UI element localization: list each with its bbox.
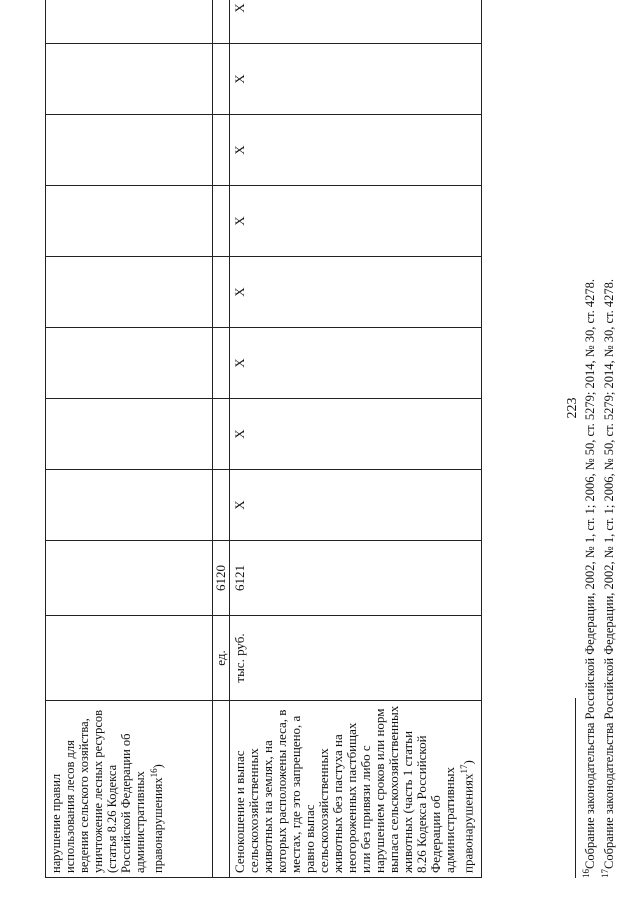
footnote-ref: 16 bbox=[149, 768, 159, 778]
row1-cell bbox=[46, 0, 213, 44]
row1-cell bbox=[46, 257, 213, 328]
table-row bbox=[213, 0, 230, 878]
row1-cell bbox=[46, 44, 213, 115]
row2-description bbox=[213, 701, 230, 878]
row1-unit bbox=[46, 616, 213, 701]
row2-cell bbox=[213, 328, 230, 399]
row1-cell bbox=[46, 328, 213, 399]
footnote-ref: 17 bbox=[459, 764, 469, 774]
row2-cell bbox=[213, 257, 230, 328]
row3-code: 6121 bbox=[230, 541, 482, 616]
row3-value: X bbox=[230, 44, 482, 115]
row3-value: X bbox=[230, 186, 482, 257]
footnotes bbox=[575, 18, 617, 878]
row1-cell bbox=[46, 115, 213, 186]
footnote-divider bbox=[575, 698, 576, 878]
row1-cell bbox=[46, 470, 213, 541]
row1-description: нарушение правил использования лесов для ведения сельского хозяйства, уничтожение лесных ресурсов (статья 8.26 Кодекса Российской Федерации об административных правонарушениях$^{16}$) bbox=[46, 701, 213, 878]
row3-value: X bbox=[230, 257, 482, 328]
row3-unit: тыс. руб. bbox=[230, 616, 482, 701]
page-number: 223 bbox=[565, 397, 580, 419]
row1-cell bbox=[46, 399, 213, 470]
row2-cell bbox=[213, 44, 230, 115]
row1-code bbox=[46, 541, 213, 616]
row3-value: X bbox=[230, 470, 482, 541]
footnote-17: $^{17}$Собрание законодательства Российской Федерации, 2002, № 1, ст. 1; 2006, № 50, ст. 5279; 2014, № 30, ст. 4278. bbox=[600, 279, 617, 878]
table-row bbox=[230, 0, 482, 878]
row2-cell bbox=[213, 470, 230, 541]
table-row bbox=[46, 0, 213, 878]
row3-value: X bbox=[230, 328, 482, 399]
row3-value: X bbox=[230, 115, 482, 186]
row3-value: X bbox=[230, 399, 482, 470]
row2-unit: ед. bbox=[213, 616, 230, 701]
row2-cell bbox=[213, 115, 230, 186]
rotated-content bbox=[45, 3, 617, 878]
report-table bbox=[45, 0, 482, 878]
row2-cell bbox=[213, 0, 230, 44]
row3-value: X bbox=[230, 0, 482, 44]
row2-code: 6120 bbox=[213, 541, 230, 616]
row3-description: Сенокошение и выпас сельскохозяйственных животных на землях, на которых расположены леса, в местах, где это запрещено, а равно выпас сельскохозяйственных животных без пастуха на неогороженных пастбищах или без привязи либо с нарушением сроков или норм выпаса сельскохозяйственных животных (часть 1 статьи 8.26 Кодекса Российской Федерации об административных правонарушениях$^{17}$) bbox=[230, 701, 482, 878]
row2-cell bbox=[213, 186, 230, 257]
row1-cell bbox=[46, 186, 213, 257]
footnote-16: $^{16}$Собрание законодательства Российской Федерации, 2002, № 1, ст. 1; 2006, № 50, ст. 5279; 2014, № 30, ст. 4278. bbox=[581, 279, 598, 878]
row2-cell bbox=[213, 399, 230, 470]
